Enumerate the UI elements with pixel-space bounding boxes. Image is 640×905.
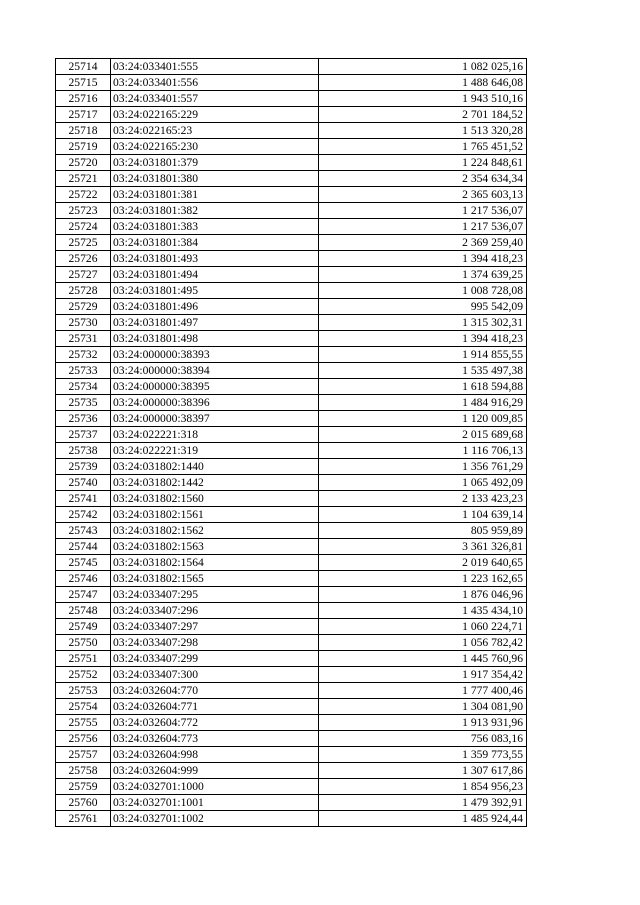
- row-number-cell: 25726: [56, 251, 111, 267]
- cadastral-number-cell: 03:24:031802:1565: [111, 571, 319, 587]
- cadastral-value-cell: 1 374 639,25: [319, 267, 527, 283]
- cadastral-number-cell: 03:24:033407:300: [111, 667, 319, 683]
- table-row: [56, 363, 527, 379]
- cadastral-value-cell: 2 015 689,68: [319, 427, 527, 443]
- table-row: [56, 235, 527, 251]
- cadastral-number-cell: 03:24:031801:382: [111, 203, 319, 219]
- cadastral-value-cell: 1 943 510,16: [319, 91, 527, 107]
- cadastral-number-cell: 03:24:031801:380: [111, 171, 319, 187]
- table-row: [56, 811, 527, 827]
- cadastral-value-cell: 1 394 418,23: [319, 251, 527, 267]
- cadastral-number-cell: 03:24:031801:494: [111, 267, 319, 283]
- cadastral-value-cell: 1 104 639,14: [319, 507, 527, 523]
- cadastral-number-cell: 03:24:031802:1563: [111, 539, 319, 555]
- row-number-cell: 25740: [56, 475, 111, 491]
- table-row: [56, 155, 527, 171]
- table-row: [56, 283, 527, 299]
- cadastral-number-cell: 03:24:022165:23: [111, 123, 319, 139]
- row-number-cell: 25742: [56, 507, 111, 523]
- cadastral-number-cell: 03:24:031801:381: [111, 187, 319, 203]
- table-row: [56, 443, 527, 459]
- cadastral-value-cell: 1 535 497,38: [319, 363, 527, 379]
- row-number-cell: 25747: [56, 587, 111, 603]
- table-row: [56, 59, 527, 75]
- cadastral-number-cell: 03:24:022221:319: [111, 443, 319, 459]
- table-row: [56, 651, 527, 667]
- cadastral-value-cell: 2 133 423,23: [319, 491, 527, 507]
- table-row: [56, 251, 527, 267]
- cadastral-number-cell: 03:24:031801:383: [111, 219, 319, 235]
- cadastral-number-cell: 03:24:032604:998: [111, 747, 319, 763]
- cadastral-number-cell: 03:24:033401:555: [111, 59, 319, 75]
- cadastral-number-cell: 03:24:032701:1002: [111, 811, 319, 827]
- cadastral-value-cell: 1 513 320,28: [319, 123, 527, 139]
- cadastral-number-cell: 03:24:031801:495: [111, 283, 319, 299]
- table-row: [56, 427, 527, 443]
- cadastral-number-cell: 03:24:000000:38395: [111, 379, 319, 395]
- cadastral-number-cell: 03:24:000000:38397: [111, 411, 319, 427]
- cadastral-value-cell: 1 876 046,96: [319, 587, 527, 603]
- row-number-cell: 25746: [56, 571, 111, 587]
- row-number-cell: 25714: [56, 59, 111, 75]
- cadastral-number-cell: 03:24:022165:229: [111, 107, 319, 123]
- row-number-cell: 25732: [56, 347, 111, 363]
- cadastral-number-cell: 03:24:032701:1001: [111, 795, 319, 811]
- cadastral-value-cell: 1 217 536,07: [319, 203, 527, 219]
- cadastral-value-cell: 1 060 224,71: [319, 619, 527, 635]
- row-number-cell: 25737: [56, 427, 111, 443]
- row-number-cell: 25749: [56, 619, 111, 635]
- cadastral-value-cell: 1 065 492,09: [319, 475, 527, 491]
- cadastral-number-cell: 03:24:000000:38393: [111, 347, 319, 363]
- cadastral-number-cell: 03:24:033407:299: [111, 651, 319, 667]
- table-row: [56, 539, 527, 555]
- row-number-cell: 25750: [56, 635, 111, 651]
- table-row: [56, 603, 527, 619]
- cadastral-value-cell: 1 485 924,44: [319, 811, 527, 827]
- row-number-cell: 25717: [56, 107, 111, 123]
- cadastral-value-cell: 1 445 760,96: [319, 651, 527, 667]
- cadastral-value-cell: 1 359 773,55: [319, 747, 527, 763]
- cadastral-value-cell: 1 056 782,42: [319, 635, 527, 651]
- table-body: [56, 59, 527, 827]
- row-number-cell: 25760: [56, 795, 111, 811]
- table-row: [56, 395, 527, 411]
- row-number-cell: 25753: [56, 683, 111, 699]
- row-number-cell: 25731: [56, 331, 111, 347]
- cadastral-number-cell: 03:24:031801:496: [111, 299, 319, 315]
- row-number-cell: 25741: [56, 491, 111, 507]
- cadastral-value-cell: 2 019 640,65: [319, 555, 527, 571]
- cadastral-value-cell: 1 618 594,88: [319, 379, 527, 395]
- cadastral-number-cell: 03:24:031801:384: [111, 235, 319, 251]
- table-row: [56, 299, 527, 315]
- table-row: [56, 123, 527, 139]
- cadastral-value-cell: 1 315 302,31: [319, 315, 527, 331]
- row-number-cell: 25752: [56, 667, 111, 683]
- cadastral-value-cell: 1 765 451,52: [319, 139, 527, 155]
- cadastral-number-cell: 03:24:000000:38394: [111, 363, 319, 379]
- row-number-cell: 25759: [56, 779, 111, 795]
- cadastral-value-cell: 1 304 081,90: [319, 699, 527, 715]
- table-row: [56, 587, 527, 603]
- cadastral-number-cell: 03:24:033407:298: [111, 635, 319, 651]
- row-number-cell: 25719: [56, 139, 111, 155]
- cadastral-value-cell: 1 307 617,86: [319, 763, 527, 779]
- cadastral-value-cell: 1 356 761,29: [319, 459, 527, 475]
- cadastral-number-cell: 03:24:031801:498: [111, 331, 319, 347]
- row-number-cell: 25738: [56, 443, 111, 459]
- cadastral-value-cell: 1 116 706,13: [319, 443, 527, 459]
- row-number-cell: 25754: [56, 699, 111, 715]
- cadastral-value-cell: 1 008 728,08: [319, 283, 527, 299]
- cadastral-number-cell: 03:24:031802:1560: [111, 491, 319, 507]
- row-number-cell: 25758: [56, 763, 111, 779]
- cadastral-number-cell: 03:24:022221:318: [111, 427, 319, 443]
- row-number-cell: 25743: [56, 523, 111, 539]
- cadastral-number-cell: 03:24:032604:772: [111, 715, 319, 731]
- cadastral-value-cell: 1 479 392,91: [319, 795, 527, 811]
- cadastral-number-cell: 03:24:032604:999: [111, 763, 319, 779]
- cadastral-number-cell: 03:24:033407:297: [111, 619, 319, 635]
- row-number-cell: 25735: [56, 395, 111, 411]
- row-number-cell: 25739: [56, 459, 111, 475]
- table-row: [56, 779, 527, 795]
- cadastral-number-cell: 03:24:031802:1442: [111, 475, 319, 491]
- cadastral-number-cell: 03:24:033401:557: [111, 91, 319, 107]
- cadastral-value-cell: 1 484 916,29: [319, 395, 527, 411]
- cadastral-value-cell: 995 542,09: [319, 299, 527, 315]
- table-row: [56, 203, 527, 219]
- row-number-cell: 25730: [56, 315, 111, 331]
- table-row: [56, 331, 527, 347]
- table-row: [56, 171, 527, 187]
- cadastral-number-cell: 03:24:031802:1440: [111, 459, 319, 475]
- table-row: [56, 635, 527, 651]
- cadastral-value-cell: 1 120 009,85: [319, 411, 527, 427]
- cadastral-number-cell: 03:24:033401:556: [111, 75, 319, 91]
- cadastral-number-cell: 03:24:032604:770: [111, 683, 319, 699]
- row-number-cell: 25727: [56, 267, 111, 283]
- table-row: [56, 667, 527, 683]
- cadastral-number-cell: 03:24:031801:497: [111, 315, 319, 331]
- row-number-cell: 25729: [56, 299, 111, 315]
- cadastral-number-cell: 03:24:033407:296: [111, 603, 319, 619]
- table-row: [56, 75, 527, 91]
- row-number-cell: 25722: [56, 187, 111, 203]
- row-number-cell: 25761: [56, 811, 111, 827]
- table-row: [56, 459, 527, 475]
- cadastral-value-cell: 2 701 184,52: [319, 107, 527, 123]
- cadastral-value-cell: 1 435 434,10: [319, 603, 527, 619]
- table-row: [56, 107, 527, 123]
- table-row: [56, 379, 527, 395]
- cadastral-value-cell: 1 082 025,16: [319, 59, 527, 75]
- table-row: [56, 747, 527, 763]
- cadastral-value-cell: 1 854 956,23: [319, 779, 527, 795]
- row-number-cell: 25724: [56, 219, 111, 235]
- row-number-cell: 25757: [56, 747, 111, 763]
- cadastral-value-cell: 2 365 603,13: [319, 187, 527, 203]
- table-row: [56, 347, 527, 363]
- cadastral-value-cell: 1 217 536,07: [319, 219, 527, 235]
- row-number-cell: 25720: [56, 155, 111, 171]
- cadastral-value-cell: 1 394 418,23: [319, 331, 527, 347]
- cadastral-value-table: [55, 58, 527, 827]
- table-row: [56, 683, 527, 699]
- cadastral-number-cell: 03:24:033407:295: [111, 587, 319, 603]
- table-row: [56, 267, 527, 283]
- table-row: [56, 139, 527, 155]
- table-row: [56, 715, 527, 731]
- cadastral-value-cell: 756 083,16: [319, 731, 527, 747]
- cadastral-value-cell: 1 488 646,08: [319, 75, 527, 91]
- table-row: [56, 219, 527, 235]
- row-number-cell: 25715: [56, 75, 111, 91]
- table-row: [56, 571, 527, 587]
- cadastral-number-cell: 03:24:031802:1564: [111, 555, 319, 571]
- cadastral-number-cell: 03:24:031802:1562: [111, 523, 319, 539]
- table-row: [56, 507, 527, 523]
- row-number-cell: 25744: [56, 539, 111, 555]
- table-row: [56, 619, 527, 635]
- cadastral-number-cell: 03:24:031802:1561: [111, 507, 319, 523]
- row-number-cell: 25748: [56, 603, 111, 619]
- cadastral-value-cell: 805 959,89: [319, 523, 527, 539]
- row-number-cell: 25734: [56, 379, 111, 395]
- table-row: [56, 763, 527, 779]
- cadastral-value-cell: 1 914 855,55: [319, 347, 527, 363]
- cadastral-number-cell: 03:24:000000:38396: [111, 395, 319, 411]
- cadastral-number-cell: 03:24:022165:230: [111, 139, 319, 155]
- row-number-cell: 25751: [56, 651, 111, 667]
- cadastral-value-cell: 2 369 259,40: [319, 235, 527, 251]
- cadastral-value-cell: 1 913 931,96: [319, 715, 527, 731]
- table-row: [56, 411, 527, 427]
- table-row: [56, 475, 527, 491]
- table-row: [56, 699, 527, 715]
- cadastral-value-cell: 1 917 354,42: [319, 667, 527, 683]
- row-number-cell: 25745: [56, 555, 111, 571]
- table-row: [56, 555, 527, 571]
- cadastral-value-cell: 2 354 634,34: [319, 171, 527, 187]
- table-row: [56, 315, 527, 331]
- cadastral-value-cell: 1 777 400,46: [319, 683, 527, 699]
- cadastral-number-cell: 03:24:032604:773: [111, 731, 319, 747]
- row-number-cell: 25716: [56, 91, 111, 107]
- row-number-cell: 25755: [56, 715, 111, 731]
- cadastral-value-cell: 3 361 326,81: [319, 539, 527, 555]
- cadastral-number-cell: 03:24:031801:379: [111, 155, 319, 171]
- table-row: [56, 491, 527, 507]
- cadastral-number-cell: 03:24:032604:771: [111, 699, 319, 715]
- table-row: [56, 795, 527, 811]
- row-number-cell: 25723: [56, 203, 111, 219]
- cadastral-value-cell: 1 224 848,61: [319, 155, 527, 171]
- cadastral-value-cell: 1 223 162,65: [319, 571, 527, 587]
- row-number-cell: 25718: [56, 123, 111, 139]
- cadastral-number-cell: 03:24:032701:1000: [111, 779, 319, 795]
- row-number-cell: 25733: [56, 363, 111, 379]
- row-number-cell: 25725: [56, 235, 111, 251]
- table-row: [56, 187, 527, 203]
- row-number-cell: 25736: [56, 411, 111, 427]
- table-row: [56, 91, 527, 107]
- row-number-cell: 25756: [56, 731, 111, 747]
- cadastral-number-cell: 03:24:031801:493: [111, 251, 319, 267]
- row-number-cell: 25721: [56, 171, 111, 187]
- row-number-cell: 25728: [56, 283, 111, 299]
- table-row: [56, 523, 527, 539]
- table-row: [56, 731, 527, 747]
